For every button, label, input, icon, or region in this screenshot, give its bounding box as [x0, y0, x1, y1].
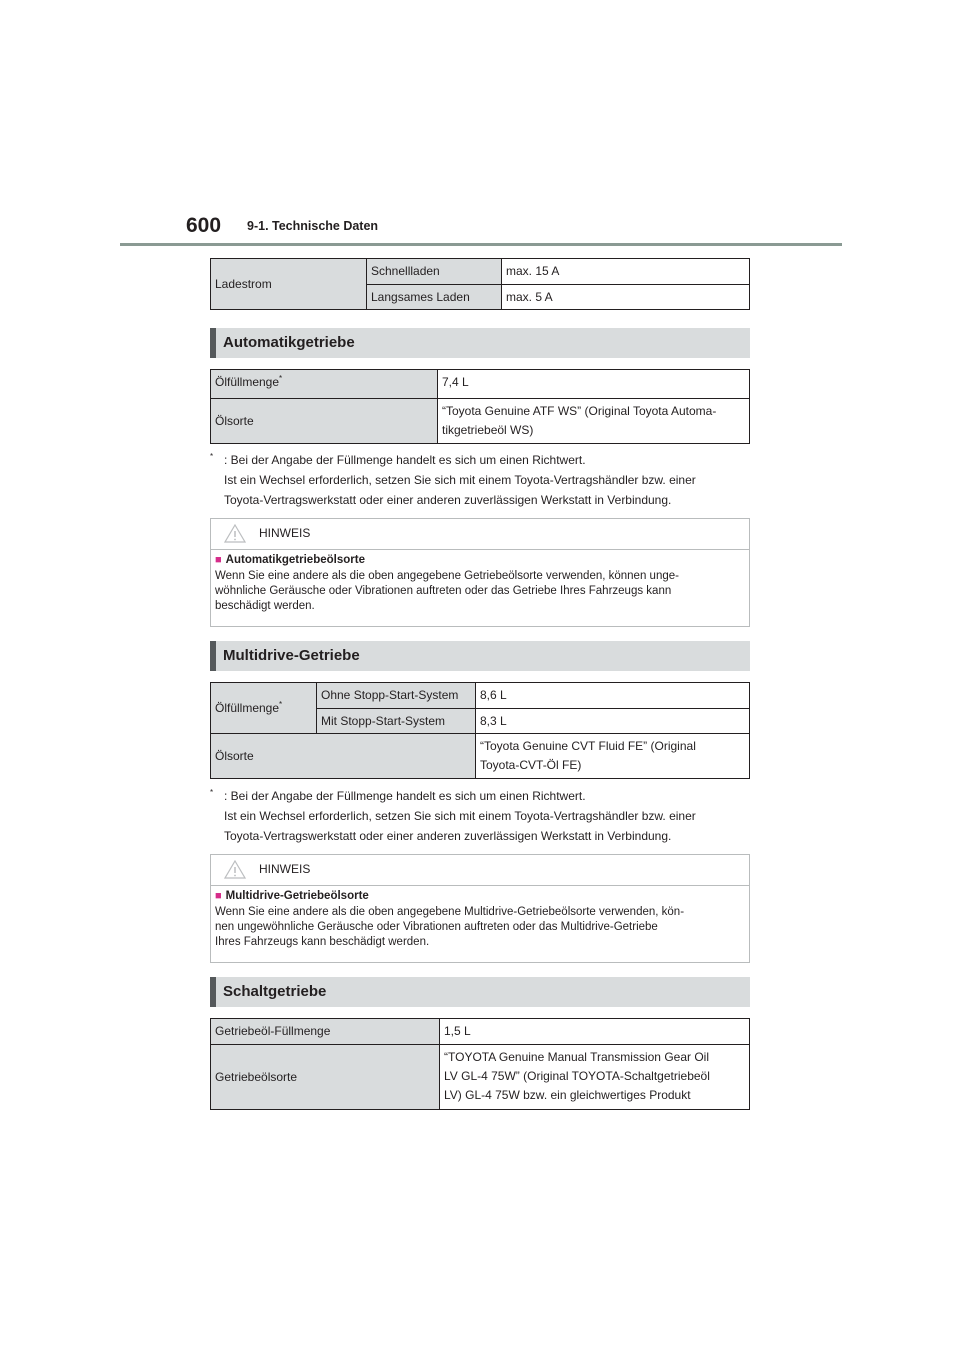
- fill-label: [211, 683, 317, 734]
- automatik-table: [210, 369, 750, 444]
- section-title: Schaltgetriebe: [223, 983, 327, 1000]
- warning-triangle-icon: [224, 524, 246, 543]
- notice-line: wöhnliche Geräusche oder Vibrationen auftreten oder das Getriebe Ihres Fahrzeugs kann: [215, 585, 672, 597]
- header-rule: [120, 243, 842, 246]
- fill-label-text: Ölfüllmenge: [215, 700, 280, 715]
- section-accent: [210, 328, 216, 358]
- oil-label: Ölsorte: [211, 399, 438, 444]
- multidrive-table: [210, 682, 750, 779]
- notice-header: [211, 855, 749, 886]
- notice-box: [210, 854, 750, 963]
- section-accent: [210, 641, 216, 671]
- square-bullet-icon: ■: [215, 554, 222, 566]
- fill-value: 1,5 L: [440, 1019, 750, 1045]
- footnote-text: : Bei der Angabe der Füllmenge handelt es sich um einen Richtwert.: [224, 789, 586, 803]
- notice-line: beschädigt werden.: [215, 600, 315, 612]
- notice-subtitle-text: Automatikgetriebeölsorte: [225, 554, 365, 566]
- ladestrom-value: max. 15 A: [502, 259, 750, 285]
- chapter-title: 9-1. Technische Daten: [247, 219, 379, 233]
- page-number: 600: [186, 214, 222, 237]
- notice-subtitle: [211, 886, 749, 902]
- oil-value: [476, 734, 750, 779]
- fill-label: Getriebeöl-Füllmenge: [211, 1019, 440, 1045]
- footnote-marker: *: [279, 699, 283, 709]
- notice-body: [211, 902, 749, 956]
- variant-value: 8,6 L: [476, 683, 750, 709]
- notice-label: HINWEIS: [259, 862, 311, 876]
- notice-body: [211, 566, 749, 620]
- automatik-footnote: [210, 450, 750, 510]
- oil-label: Ölsorte: [211, 734, 476, 779]
- fill-label-text: Ölfüllmenge: [215, 375, 280, 389]
- notice-header: [211, 519, 749, 550]
- square-bullet-icon: ■: [215, 890, 222, 902]
- oil-label: Getriebeölsorte: [211, 1045, 440, 1110]
- oil-value-line: LV GL-4 75W” (Original TOYOTA-Schaltgetriebeöl: [444, 1069, 710, 1083]
- notice-line: nen ungewöhnliche Geräusche oder Vibrationen auftreten oder das Multidrive-Getriebe: [215, 921, 658, 933]
- oil-value-line: “TOYOTA Genuine Manual Transmission Gear Oil: [444, 1050, 709, 1064]
- fill-value: 7,4 L: [438, 370, 750, 399]
- ladestrom-mode: Schnellladen: [367, 259, 502, 285]
- notice-line: Wenn Sie eine andere als die oben angegebene Getriebeölsorte verwenden, können unge-: [215, 570, 679, 582]
- footnote-text: Ist ein Wechsel erforderlich, setzen Sie sich mit einem Toyota-Vertragshändler bzw. einer: [224, 473, 696, 487]
- section-heading-multidrive: [210, 641, 750, 671]
- footnote-star: *: [210, 452, 214, 461]
- section-title: Automatikgetriebe: [223, 334, 355, 351]
- notice-line: Wenn Sie eine andere als die oben angegebene Multidrive-Getriebeölsorte verwenden, kön-: [215, 906, 685, 918]
- section-accent: [210, 977, 216, 1007]
- multidrive-footnote: [210, 786, 750, 846]
- oil-value: [438, 399, 750, 444]
- notice-line: Ihres Fahrzeugs kann beschädigt werden.: [215, 936, 430, 948]
- footnote-star: *: [210, 788, 214, 797]
- variant-label: Ohne Stopp-Start-System: [317, 683, 476, 709]
- footnote-text: : Bei der Angabe der Füllmenge handelt es sich um einen Richtwert.: [224, 453, 586, 467]
- footnote-marker: *: [279, 374, 283, 383]
- section-heading-schaltgetriebe: [210, 977, 750, 1007]
- variant-value: 8,3 L: [476, 709, 750, 734]
- footnote-text: Toyota-Vertragswerkstatt oder einer anderen zuverlässigen Werkstatt in Verbindung.: [224, 829, 672, 843]
- oil-value-line: LV) GL-4 75W bzw. ein gleichwertiges Produkt: [444, 1088, 691, 1102]
- oil-value-line: tikgetriebeöl WS): [442, 423, 534, 437]
- footnote-text: Toyota-Vertragswerkstatt oder einer anderen zuverlässigen Werkstatt in Verbindung.: [224, 493, 672, 507]
- schalt-table: [210, 1018, 750, 1110]
- oil-value-line: “Toyota Genuine ATF WS” (Original Toyota Automa-: [442, 404, 717, 418]
- oil-value-line: “Toyota Genuine CVT Fluid FE” (Original: [480, 739, 696, 753]
- oil-value-line: Toyota-CVT-Öl FE): [480, 758, 582, 772]
- oil-value: [440, 1045, 750, 1110]
- notice-subtitle-text: Multidrive-Getriebeölsorte: [225, 890, 369, 902]
- warning-triangle-icon: [224, 860, 246, 879]
- notice-label: HINWEIS: [259, 526, 311, 540]
- section-heading-automatikgetriebe: [210, 328, 750, 358]
- footnote-text: Ist ein Wechsel erforderlich, setzen Sie sich mit einem Toyota-Vertragshändler bzw. einer: [224, 809, 696, 823]
- notice-subtitle: [211, 550, 749, 566]
- fill-label: [211, 370, 438, 399]
- notice-box: [210, 518, 750, 627]
- section-title: Multidrive-Getriebe: [223, 647, 360, 664]
- ladestrom-table: [210, 258, 750, 310]
- ladestrom-label: Ladestrom: [211, 259, 367, 310]
- ladestrom-mode: Langsames Laden: [367, 285, 502, 310]
- variant-label: Mit Stopp-Start-System: [317, 709, 476, 734]
- ladestrom-value: max. 5 A: [502, 285, 750, 310]
